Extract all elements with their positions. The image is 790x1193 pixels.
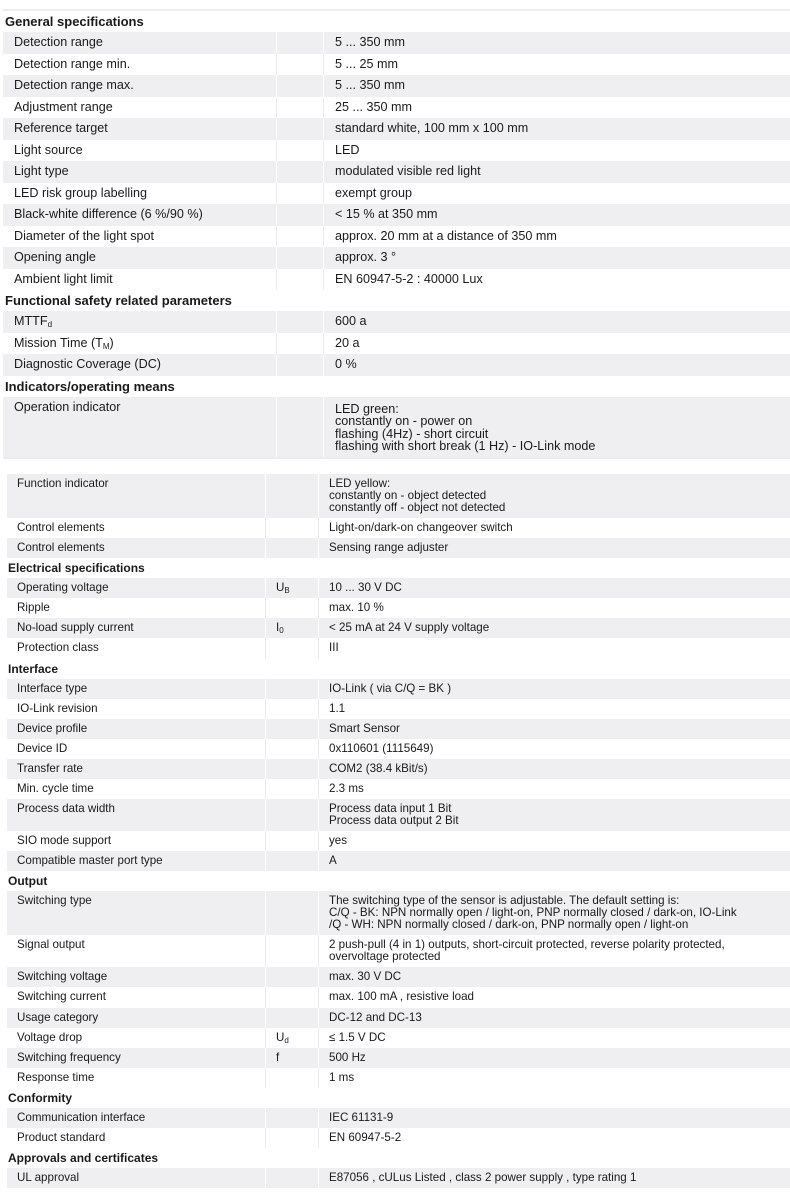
spec-label: Switching voltage	[7, 967, 266, 987]
spec-label: Product standard	[7, 1128, 266, 1148]
section-header-indicators-operating-means	[3, 376, 790, 397]
spec-symbol	[266, 935, 319, 967]
spec-row	[7, 598, 790, 618]
spec-row	[7, 1048, 790, 1068]
spec-row	[7, 1068, 790, 1088]
spec-value	[324, 97, 790, 119]
spec-value-line: Process data input 1 Bit	[329, 802, 452, 816]
spec-label: Process data width	[7, 799, 266, 831]
spec-row	[7, 1128, 790, 1148]
spec-label: Interface type	[7, 679, 266, 699]
spec-value	[319, 967, 790, 987]
spec-label: Diagnostic Coverage (DC)	[3, 354, 277, 376]
spec-label: Communication interface	[7, 1108, 266, 1128]
spec-label: Control elements	[7, 538, 266, 558]
spec-row	[7, 518, 790, 538]
spec-value-line: 600 a	[335, 314, 367, 328]
spec-row	[7, 1168, 790, 1188]
spec-symbol	[266, 799, 319, 831]
spec-value	[319, 1028, 790, 1048]
spec-value	[319, 1008, 790, 1028]
spec-value-line: 0 %	[335, 357, 357, 371]
spec-row	[7, 638, 790, 658]
spec-symbol	[266, 891, 319, 935]
section-header-general-specifications	[3, 10, 790, 32]
spec-row	[7, 831, 790, 851]
spec-value-line: yes	[329, 834, 348, 848]
spec-row	[3, 54, 790, 76]
spec-value	[319, 538, 790, 558]
spec-symbol	[277, 311, 324, 333]
spec-label: Function indicator	[7, 474, 266, 518]
spec-symbol	[266, 474, 319, 518]
spec-value	[324, 397, 790, 458]
spec-value-line: overvoltage protected	[329, 950, 441, 964]
spec-row	[3, 311, 790, 333]
spec-label: Usage category	[7, 1008, 266, 1028]
spec-row	[7, 578, 790, 598]
spec-label: Light source	[3, 140, 277, 162]
section-header-output	[7, 871, 790, 891]
spec-row	[3, 247, 790, 269]
spec-value	[319, 987, 790, 1007]
spec-label: Switching frequency	[7, 1048, 266, 1068]
spec-row	[7, 1108, 790, 1128]
spec-value	[319, 578, 790, 598]
spec-label: Device profile	[7, 719, 266, 739]
spec-symbol	[277, 204, 324, 226]
spec-label: Detection range min.	[3, 54, 277, 76]
spec-value-line: LED	[335, 142, 360, 157]
spec-label: Control elements	[7, 518, 266, 538]
section-title: General specifications	[3, 10, 790, 32]
spec-symbol: $U_d$	[266, 1028, 319, 1048]
spec-row	[7, 851, 790, 871]
spec-label: Mission Time $(T_M)$	[3, 333, 277, 355]
spec-row	[3, 118, 790, 140]
spec-symbol	[277, 226, 324, 248]
section-header-electrical-specifications	[7, 558, 790, 578]
spec-row	[7, 679, 790, 699]
section-title: Indicators/operating means	[3, 376, 790, 397]
spec-value-line: < 25 mA at 24 V supply voltage	[329, 621, 490, 635]
spec-label: Detection range	[3, 32, 277, 54]
spec-symbol: $I_0$	[266, 618, 319, 638]
spec-row	[7, 739, 790, 759]
spec-symbol	[266, 779, 319, 799]
spec-value-line: 2 push-pull (4 in 1) outputs, short-circuit protected, reverse polarity protected,	[329, 938, 725, 952]
spec-value-line: Smart Sensor	[329, 721, 400, 735]
spec-symbol	[266, 1168, 319, 1188]
spec-value-line: max. 100 mA , resistive load	[329, 990, 474, 1004]
spec-value-line: 10 ... 30 V DC	[329, 581, 402, 595]
spec-value-line: Process data output 2 Bit	[329, 814, 459, 828]
spec-value-line: standard white, 100 mm x 100 mm	[335, 121, 529, 135]
spec-row	[3, 226, 790, 248]
spec-symbol	[266, 598, 319, 618]
spec-row	[7, 1028, 790, 1048]
spec-symbol	[266, 699, 319, 719]
spec-value-line: 5 ... 350 mm	[335, 78, 405, 92]
spec-value-line: LED green:	[335, 401, 399, 416]
spec-value	[324, 140, 790, 162]
spec-symbol	[266, 987, 319, 1007]
spec-value-line: ≤ 1.5 V DC	[329, 1030, 386, 1044]
spec-value	[319, 598, 790, 618]
spec-value	[319, 719, 790, 739]
spec-symbol	[266, 759, 319, 779]
spec-value	[319, 831, 790, 851]
spec-row	[7, 799, 790, 831]
spec-value-line: Light-on/dark-on changeover switch	[329, 521, 513, 534]
spec-row	[7, 474, 790, 518]
spec-row	[3, 140, 790, 162]
spec-value	[324, 161, 790, 183]
section-title: Output	[7, 871, 790, 891]
spec-value-line: 1 ms	[329, 1070, 355, 1084]
spec-row	[3, 97, 790, 119]
spec-value	[319, 759, 790, 779]
spec-value-line: EN 60947-5-2	[329, 1130, 402, 1144]
spec-label: Detection range max.	[3, 75, 277, 97]
spec-row	[3, 354, 790, 376]
spec-table-top	[3, 9, 790, 459]
spec-symbol: $U_B$	[266, 578, 319, 598]
spec-value-line: constantly off - object not detected	[329, 501, 506, 514]
spec-value-line: EN 60947-5-2 : 40000 Lux	[335, 271, 483, 286]
spec-value	[324, 118, 790, 140]
spec-label: Switching type	[7, 891, 266, 935]
spec-symbol	[266, 967, 319, 987]
spec-symbol	[277, 140, 324, 162]
spec-symbol	[266, 719, 319, 739]
spec-value	[324, 354, 790, 376]
spec-label: Compatible master port type	[7, 851, 266, 871]
spec-value-line: 25 ... 350 mm	[335, 99, 412, 114]
spec-value	[324, 311, 790, 333]
spec-label: Switching current	[7, 987, 266, 1007]
spec-row	[7, 1008, 790, 1028]
spec-row	[3, 161, 790, 183]
spec-row	[7, 891, 790, 935]
spec-symbol: f	[266, 1048, 319, 1068]
spec-label: Operation indicator	[3, 397, 277, 458]
spec-row	[3, 333, 790, 355]
spec-symbol	[266, 679, 319, 699]
spec-symbol	[277, 32, 324, 54]
spec-value	[319, 638, 790, 658]
spec-value-line: /Q - WH: NPN normally closed / dark-on, PNP normally open / light-on	[329, 918, 689, 932]
spec-label: Light type	[3, 161, 277, 183]
section-header-approvals-and-certificates	[7, 1148, 790, 1168]
spec-value-line: 500 Hz	[329, 1050, 366, 1064]
spec-label: Ambient light limit	[3, 269, 277, 291]
spec-symbol	[277, 183, 324, 205]
spec-label: Ripple	[7, 598, 266, 618]
spec-value-line: A	[329, 854, 337, 868]
spec-label: Reference target	[3, 118, 277, 140]
spec-symbol	[277, 397, 324, 458]
spec-label: No-load supply current	[7, 618, 266, 638]
spec-symbol	[266, 1108, 319, 1128]
spec-label: Response time	[7, 1068, 266, 1088]
spec-value-line: flashing with short break (1 Hz) - IO-Link mode	[335, 439, 596, 453]
spec-value-line: approx. 20 mm at a distance of 350 mm	[335, 228, 557, 243]
spec-value	[324, 247, 790, 269]
spec-value	[324, 183, 790, 205]
spec-row	[7, 967, 790, 987]
spec-symbol	[277, 161, 324, 183]
section-title: Conformity	[7, 1088, 790, 1108]
spec-value-line: max. 30 V DC	[329, 970, 402, 984]
spec-value	[319, 1128, 790, 1148]
spec-value-line: LED yellow:	[329, 477, 391, 490]
spec-value	[319, 799, 790, 831]
spec-value	[319, 1068, 790, 1088]
spec-value	[319, 474, 790, 518]
spec-value-line: approx. 3 °	[335, 250, 397, 264]
spec-label: UL approval	[7, 1168, 266, 1188]
spec-row	[7, 935, 790, 967]
spec-value	[319, 891, 790, 935]
spec-row	[7, 538, 790, 558]
spec-row	[3, 397, 790, 458]
spec-value-line: IEC 61131-9	[329, 1110, 394, 1124]
spec-value-line: 1.1	[329, 701, 346, 715]
spec-value-line: COM2 (38.4 kBit/s)	[329, 761, 428, 775]
spec-value-line: < 15 % at 350 mm	[335, 207, 438, 221]
spec-label: Opening angle	[3, 247, 277, 269]
spec-row	[3, 75, 790, 97]
spec-value	[324, 32, 790, 54]
spec-symbol	[277, 354, 324, 376]
spec-value	[319, 1048, 790, 1068]
spec-symbol	[277, 97, 324, 119]
spec-value	[319, 1168, 790, 1188]
spec-label: Operating voltage	[7, 578, 266, 598]
spec-value	[319, 1108, 790, 1128]
spec-label: Protection class	[7, 638, 266, 658]
spec-label: Diameter of the light spot	[3, 226, 277, 248]
spec-label: Voltage drop	[7, 1028, 266, 1048]
spec-label: Black-white difference (6 %/90 %)	[3, 204, 277, 226]
spec-symbol	[277, 54, 324, 76]
spec-value-line: Sensing range adjuster	[329, 541, 449, 555]
spec-label: LED risk group labelling	[3, 183, 277, 205]
spec-value	[324, 333, 790, 355]
spec-label: IO-Link revision	[7, 699, 266, 719]
spec-symbol	[266, 1068, 319, 1088]
spec-value-line: 0x110601 (1115649)	[329, 741, 434, 755]
spec-value-line: 5 ... 25 mm	[335, 56, 398, 71]
spec-label: $MTTF_d$	[3, 311, 277, 333]
spec-symbol	[277, 269, 324, 291]
section-title: Approvals and certificates	[7, 1148, 790, 1168]
spec-symbol	[277, 118, 324, 140]
section-title: Functional safety related parameters	[3, 290, 790, 311]
spec-row	[7, 618, 790, 638]
spec-value-line: 2.3 ms	[329, 782, 364, 796]
spec-value-line: constantly on - power on	[335, 414, 473, 428]
spec-label: Min. cycle time	[7, 779, 266, 799]
spec-value	[319, 935, 790, 967]
spec-value	[319, 679, 790, 699]
spec-value	[319, 851, 790, 871]
section-header-interface	[7, 659, 790, 679]
spec-row	[3, 269, 790, 291]
spec-symbol	[277, 247, 324, 269]
spec-value-line: DC-12 and DC-13	[329, 1010, 422, 1024]
spec-label: SIO mode support	[7, 831, 266, 851]
spec-symbol	[266, 518, 319, 538]
spec-value	[319, 618, 790, 638]
section-title: Interface	[7, 659, 790, 679]
spec-symbol	[277, 333, 324, 355]
spec-symbol	[266, 638, 319, 658]
spec-value	[324, 226, 790, 248]
spec-row	[7, 719, 790, 739]
spec-symbol	[266, 1008, 319, 1028]
spec-value-line: exempt group	[335, 185, 413, 200]
spec-row	[7, 779, 790, 799]
spec-value	[324, 75, 790, 97]
spec-symbol	[277, 75, 324, 97]
spec-value-line: modulated visible red light	[335, 164, 481, 178]
spec-label: Device ID	[7, 739, 266, 759]
spec-value-line: III	[329, 641, 339, 655]
spec-value	[319, 739, 790, 759]
spec-value-line: The switching type of the sensor is adjustable. The default setting is:	[329, 894, 680, 908]
spec-row	[7, 987, 790, 1007]
spec-value-line: 5 ... 350 mm	[335, 35, 405, 49]
section-title: Electrical specifications	[7, 558, 790, 578]
spec-value	[319, 779, 790, 799]
spec-value-line: C/Q - BK: NPN normally open / light-on, PNP normally closed / dark-on, IO-Link	[329, 906, 737, 920]
spec-symbol	[266, 739, 319, 759]
spec-symbol	[266, 831, 319, 851]
spec-value-line: max. 10 %	[329, 601, 384, 615]
spec-label: Signal output	[7, 935, 266, 967]
spec-row	[3, 204, 790, 226]
spec-value	[324, 269, 790, 291]
spec-value	[319, 518, 790, 538]
spec-value	[324, 54, 790, 76]
spec-symbol	[266, 538, 319, 558]
spec-value-line: E87056 , cULus Listed , class 2 power supply , type rating 1	[329, 1171, 637, 1185]
spec-value-line: IO-Link ( via C/Q = BK )	[329, 681, 452, 695]
spec-value-line: flashing (4Hz) - short circuit	[335, 426, 489, 441]
spec-value	[324, 204, 790, 226]
spec-table-bottom	[7, 474, 790, 1188]
section-header-functional-safety-related-parameters	[3, 290, 790, 311]
spec-value-line: 20 a	[335, 335, 360, 350]
spec-label: Transfer rate	[7, 759, 266, 779]
spec-value-line: constantly on - object detected	[329, 489, 487, 502]
spec-value	[319, 699, 790, 719]
section-header-conformity	[7, 1088, 790, 1108]
spec-row	[7, 759, 790, 779]
spec-symbol	[266, 1128, 319, 1148]
spec-label: Adjustment range	[3, 97, 277, 119]
spec-row	[3, 32, 790, 54]
spec-row	[3, 183, 790, 205]
spec-symbol	[266, 851, 319, 871]
spec-row	[7, 699, 790, 719]
